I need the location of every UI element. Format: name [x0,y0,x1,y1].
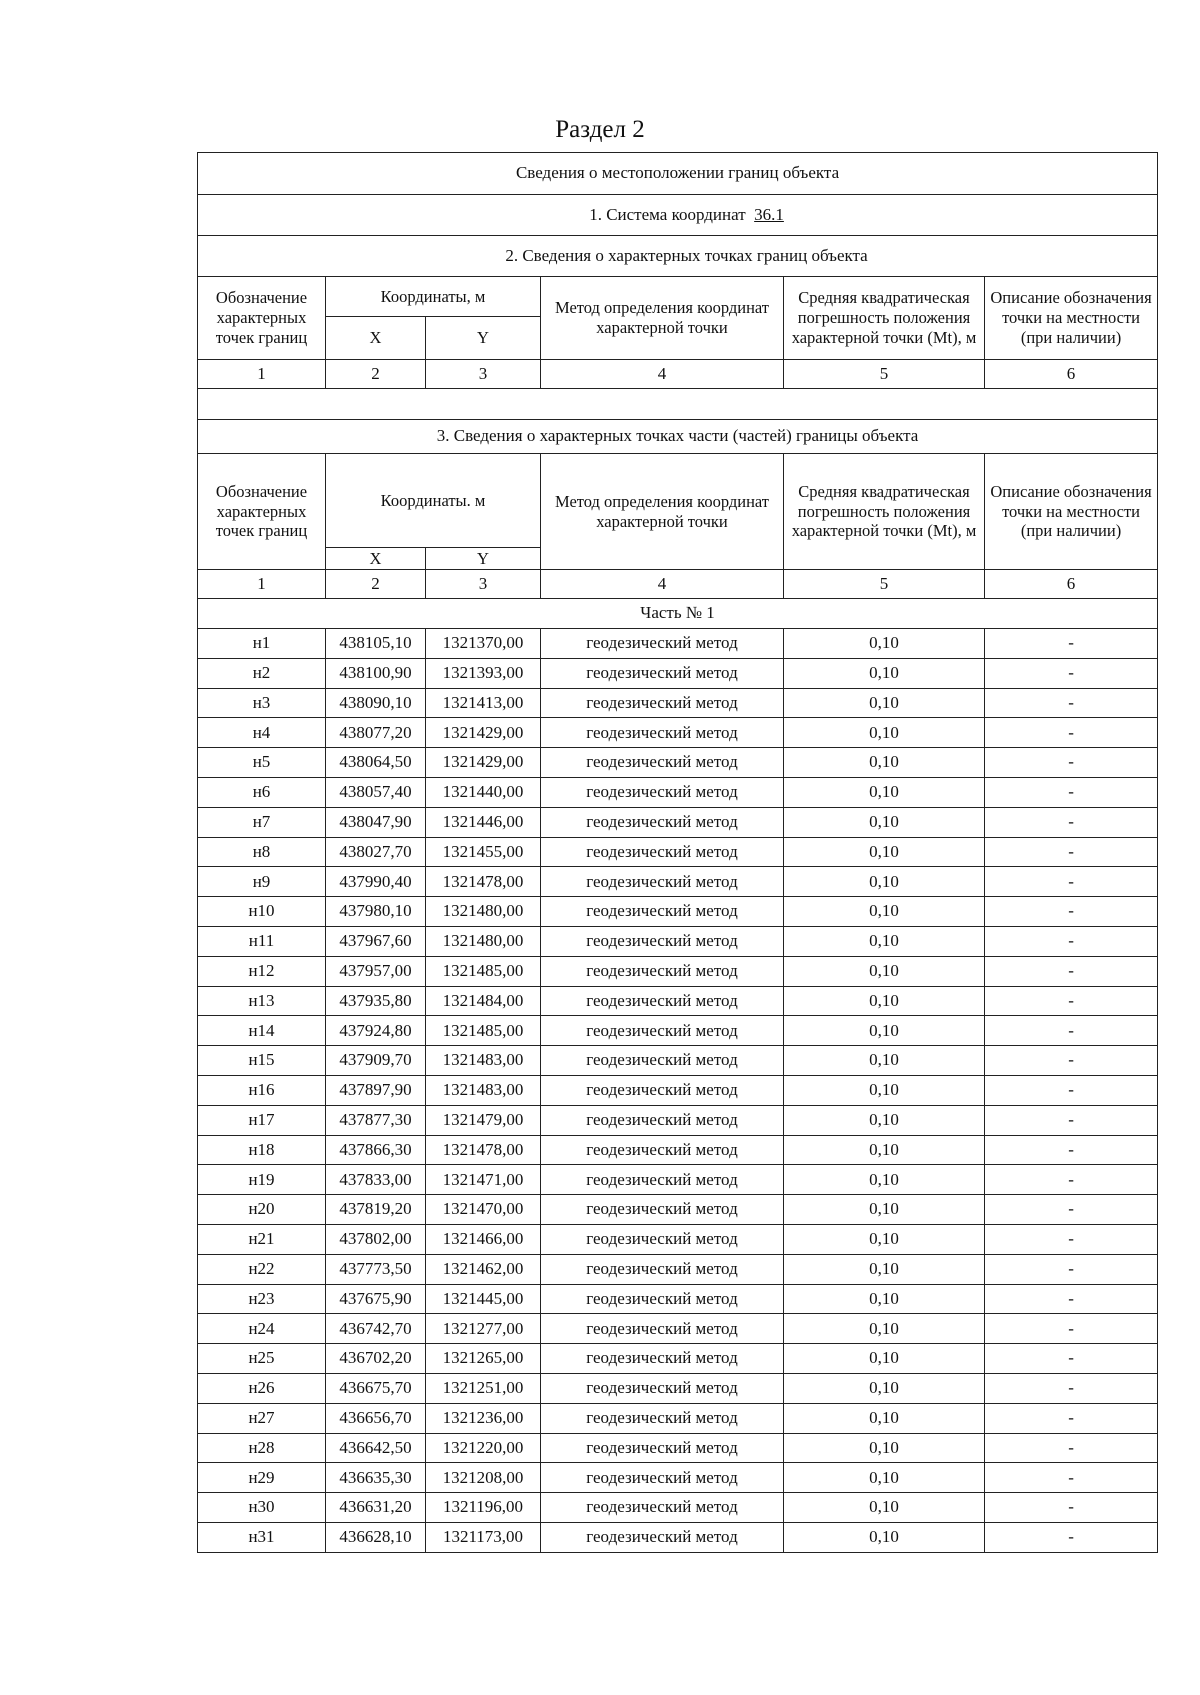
table-row [198,1344,1158,1374]
description: - [985,1403,1158,1433]
col-number-6-b: 6 [985,570,1158,599]
coord-y: 1321466,00 [426,1224,541,1254]
point-id: н26 [198,1373,326,1403]
coord-y: 1321483,00 [426,1046,541,1076]
table-row [198,807,1158,837]
point-id: н16 [198,1075,326,1105]
table-row [198,1493,1158,1523]
method: геодезический метод [541,1433,784,1463]
point-id: н6 [198,777,326,807]
description: - [985,1373,1158,1403]
coord-y: 1321440,00 [426,777,541,807]
point-id: н10 [198,897,326,927]
section-2-title: 2. Сведения о характерных точках границ объекта [198,236,1158,277]
point-id: н15 [198,1046,326,1076]
coord-x: 437980,10 [326,897,426,927]
method: геодезический метод [541,986,784,1016]
mt-value: 0,10 [784,1314,985,1344]
coord-x: 437773,50 [326,1254,426,1284]
col-number-5: 5 [784,360,985,389]
coord-x: 437802,00 [326,1224,426,1254]
coord-x: 437990,40 [326,867,426,897]
description: - [985,1463,1158,1493]
coord-x: 437866,30 [326,1135,426,1165]
point-id: н2 [198,658,326,688]
method: геодезический метод [541,1344,784,1374]
method: геодезический метод [541,1314,784,1344]
table-row [198,1224,1158,1254]
mt-value: 0,10 [784,1135,985,1165]
coord-y: 1321413,00 [426,688,541,718]
table-row [198,1373,1158,1403]
mt-value: 0,10 [784,807,985,837]
description: - [985,956,1158,986]
method: геодезический метод [541,777,784,807]
coord-x: 438047,90 [326,807,426,837]
coord-x: 436631,20 [326,1493,426,1523]
boundary-table [197,152,1158,1553]
point-id: н21 [198,1224,326,1254]
table-row [198,897,1158,927]
col-number-6: 6 [985,360,1158,389]
section-3-title: 3. Сведения о характерных точках части (частей) границы объекта [198,420,1158,454]
table-row [198,1016,1158,1046]
coord-x: 436675,70 [326,1373,426,1403]
col-number-5-b: 5 [784,570,985,599]
table-row [198,956,1158,986]
description: - [985,837,1158,867]
description: - [985,629,1158,659]
mt-value: 0,10 [784,1046,985,1076]
point-id: н22 [198,1254,326,1284]
method: геодезический метод [541,1522,784,1552]
header-x: X [326,317,426,360]
description: - [985,1195,1158,1225]
table-row [198,718,1158,748]
mt-value: 0,10 [784,1284,985,1314]
mt-value: 0,10 [784,1403,985,1433]
method: геодезический метод [541,1046,784,1076]
header-error-2: Средняя квадратическая погрешность положения характерной точки (Mt), м [784,454,985,570]
col-number-1: 1 [198,360,326,389]
mt-value: 0,10 [784,956,985,986]
col-number-3: 3 [426,360,541,389]
table-row [198,1284,1158,1314]
coord-y: 1321485,00 [426,1016,541,1046]
point-id: н31 [198,1522,326,1552]
coord-x: 438057,40 [326,777,426,807]
table-row [198,1403,1158,1433]
method: геодезический метод [541,1075,784,1105]
coord-x: 437935,80 [326,986,426,1016]
point-id: н3 [198,688,326,718]
method: геодезический метод [541,1403,784,1433]
method: геодезический метод [541,1284,784,1314]
description: - [985,1224,1158,1254]
mt-value: 0,10 [784,1105,985,1135]
mt-value: 0,10 [784,1165,985,1195]
coord-x: 438064,50 [326,748,426,778]
description: - [985,1433,1158,1463]
coord-x: 436635,30 [326,1463,426,1493]
mt-value: 0,10 [784,718,985,748]
coord-system-row [198,195,1158,236]
coord-y: 1321478,00 [426,867,541,897]
mt-value: 0,10 [784,1195,985,1225]
coord-x: 438090,10 [326,688,426,718]
method: геодезический метод [541,1016,784,1046]
method: геодезический метод [541,1135,784,1165]
mt-value: 0,10 [784,1254,985,1284]
table-title: Сведения о местоположении границ объекта [198,153,1158,195]
point-id: н23 [198,1284,326,1314]
table-row [198,1135,1158,1165]
mt-value: 0,10 [784,837,985,867]
description: - [985,1165,1158,1195]
table-row [198,629,1158,659]
coord-system-value: 36.1 [754,204,784,224]
description: - [985,867,1158,897]
coord-x: 436702,20 [326,1344,426,1374]
coord-x: 436656,70 [326,1403,426,1433]
point-id: н28 [198,1433,326,1463]
method: геодезический метод [541,837,784,867]
table-row [198,1463,1158,1493]
coord-x: 438027,70 [326,837,426,867]
coord-y: 1321480,00 [426,926,541,956]
table-row [198,1254,1158,1284]
method: геодезический метод [541,658,784,688]
empty-row [198,389,1158,420]
method: геодезический метод [541,748,784,778]
table-row [198,867,1158,897]
coord-x: 436742,70 [326,1314,426,1344]
coord-y: 1321265,00 [426,1344,541,1374]
method: геодезический метод [541,629,784,659]
point-id: н14 [198,1016,326,1046]
coord-y: 1321236,00 [426,1403,541,1433]
method: геодезический метод [541,897,784,927]
coord-x: 438077,20 [326,718,426,748]
mt-value: 0,10 [784,777,985,807]
description: - [985,1522,1158,1552]
coord-y: 1321429,00 [426,718,541,748]
coord-x: 436628,10 [326,1522,426,1552]
point-id: н5 [198,748,326,778]
description: - [985,1016,1158,1046]
point-id: н7 [198,807,326,837]
table-row [198,1165,1158,1195]
mt-value: 0,10 [784,1463,985,1493]
point-id: н29 [198,1463,326,1493]
method: геодезический метод [541,1105,784,1135]
mt-value: 0,10 [784,1075,985,1105]
coord-y: 1321483,00 [426,1075,541,1105]
table-row [198,926,1158,956]
coord-y: 1321429,00 [426,748,541,778]
description: - [985,807,1158,837]
mt-value: 0,10 [784,688,985,718]
col-number-3-b: 3 [426,570,541,599]
coord-x: 437909,70 [326,1046,426,1076]
description: - [985,658,1158,688]
method: геодезический метод [541,1195,784,1225]
method: геодезический метод [541,807,784,837]
header-method-2: Метод определения координат характерной точки [541,454,784,570]
coord-system-label: 1. Система координат [589,204,746,224]
coord-x: 438100,90 [326,658,426,688]
header-description-2: Описание обозначения точки на местности (при наличии) [985,454,1158,570]
mt-value: 0,10 [784,1522,985,1552]
point-id: н27 [198,1403,326,1433]
mt-value: 0,10 [784,658,985,688]
table-row [198,1433,1158,1463]
method: геодезический метод [541,867,784,897]
point-id: н19 [198,1165,326,1195]
description: - [985,1344,1158,1374]
description: - [985,926,1158,956]
method: геодезический метод [541,956,784,986]
description: - [985,1493,1158,1523]
description: - [985,1314,1158,1344]
coord-x: 437675,90 [326,1284,426,1314]
description: - [985,986,1158,1016]
coord-y: 1321480,00 [426,897,541,927]
method: геодезический метод [541,1493,784,1523]
coord-y: 1321485,00 [426,956,541,986]
part-title: Часть № 1 [198,599,1158,629]
point-id: н30 [198,1493,326,1523]
coord-y: 1321196,00 [426,1493,541,1523]
coord-y: 1321370,00 [426,629,541,659]
method: геодезический метод [541,1254,784,1284]
method: геодезический метод [541,1463,784,1493]
point-id: н4 [198,718,326,748]
coord-x: 437877,30 [326,1105,426,1135]
description: - [985,1105,1158,1135]
description: - [985,1284,1158,1314]
method: геодезический метод [541,688,784,718]
coord-x: 438105,10 [326,629,426,659]
coord-x: 437957,00 [326,956,426,986]
coord-x: 437819,20 [326,1195,426,1225]
table-row [198,1195,1158,1225]
header-designation-2: Обозначение характерных точек границ [198,454,326,570]
table-row [198,986,1158,1016]
coord-y: 1321462,00 [426,1254,541,1284]
coord-y: 1321471,00 [426,1165,541,1195]
mt-value: 0,10 [784,1373,985,1403]
coord-x: 437897,90 [326,1075,426,1105]
page-title: Раздел 2 [555,116,645,143]
mt-value: 0,10 [784,748,985,778]
mt-value: 0,10 [784,867,985,897]
header-coords: Координаты, м [326,277,541,317]
point-id: н9 [198,867,326,897]
description: - [985,1075,1158,1105]
mt-value: 0,10 [784,1344,985,1374]
header-x-2: X [326,548,426,570]
point-id: н17 [198,1105,326,1135]
description: - [985,1254,1158,1284]
coord-y: 1321455,00 [426,837,541,867]
col-number-2: 2 [326,360,426,389]
coord-y: 1321277,00 [426,1314,541,1344]
coord-y: 1321445,00 [426,1284,541,1314]
table-row [198,688,1158,718]
col-number-1-b: 1 [198,570,326,599]
header-designation: Обозначение характерных точек границ [198,277,326,360]
coord-y: 1321251,00 [426,1373,541,1403]
coord-y: 1321484,00 [426,986,541,1016]
coord-x: 437967,60 [326,926,426,956]
mt-value: 0,10 [784,1016,985,1046]
table-row [198,777,1158,807]
description: - [985,1135,1158,1165]
coord-y: 1321220,00 [426,1433,541,1463]
coord-y: 1321446,00 [426,807,541,837]
mt-value: 0,10 [784,629,985,659]
coord-y: 1321173,00 [426,1522,541,1552]
table-row [198,1075,1158,1105]
coord-y: 1321208,00 [426,1463,541,1493]
description: - [985,688,1158,718]
col-number-4-b: 4 [541,570,784,599]
mt-value: 0,10 [784,926,985,956]
point-id: н20 [198,1195,326,1225]
table-row [198,1522,1158,1552]
point-id: н12 [198,956,326,986]
description: - [985,897,1158,927]
coord-x: 436642,50 [326,1433,426,1463]
method: геодезический метод [541,1373,784,1403]
point-id: н11 [198,926,326,956]
col-number-2-b: 2 [326,570,426,599]
col-number-4: 4 [541,360,784,389]
header-coords-2: Координаты. м [326,454,541,548]
table-row [198,658,1158,688]
header-y: Y [426,317,541,360]
mt-value: 0,10 [784,897,985,927]
description: - [985,1046,1158,1076]
mt-value: 0,10 [784,1493,985,1523]
mt-value: 0,10 [784,1224,985,1254]
coord-y: 1321470,00 [426,1195,541,1225]
point-id: н18 [198,1135,326,1165]
description: - [985,748,1158,778]
table-row [198,1314,1158,1344]
point-id: н24 [198,1314,326,1344]
point-id: н25 [198,1344,326,1374]
header-method: Метод определения координат характерной точки [541,277,784,360]
coord-y: 1321479,00 [426,1105,541,1135]
table-row [198,748,1158,778]
header-y-2: Y [426,548,541,570]
table-row [198,1105,1158,1135]
method: геодезический метод [541,1165,784,1195]
method: геодезический метод [541,718,784,748]
table-row [198,837,1158,867]
mt-value: 0,10 [784,986,985,1016]
mt-value: 0,10 [784,1433,985,1463]
method: геодезический метод [541,926,784,956]
description: - [985,718,1158,748]
description: - [985,777,1158,807]
point-id: н1 [198,629,326,659]
header-error: Средняя квадратическая погрешность положения характерной точки (Mt), м [784,277,985,360]
coord-x: 437833,00 [326,1165,426,1195]
coord-y: 1321393,00 [426,658,541,688]
method: геодезический метод [541,1224,784,1254]
header-description: Описание обозначения точки на местности (при наличии) [985,277,1158,360]
point-id: н8 [198,837,326,867]
coord-y: 1321478,00 [426,1135,541,1165]
point-id: н13 [198,986,326,1016]
table-row [198,1046,1158,1076]
coord-x: 437924,80 [326,1016,426,1046]
